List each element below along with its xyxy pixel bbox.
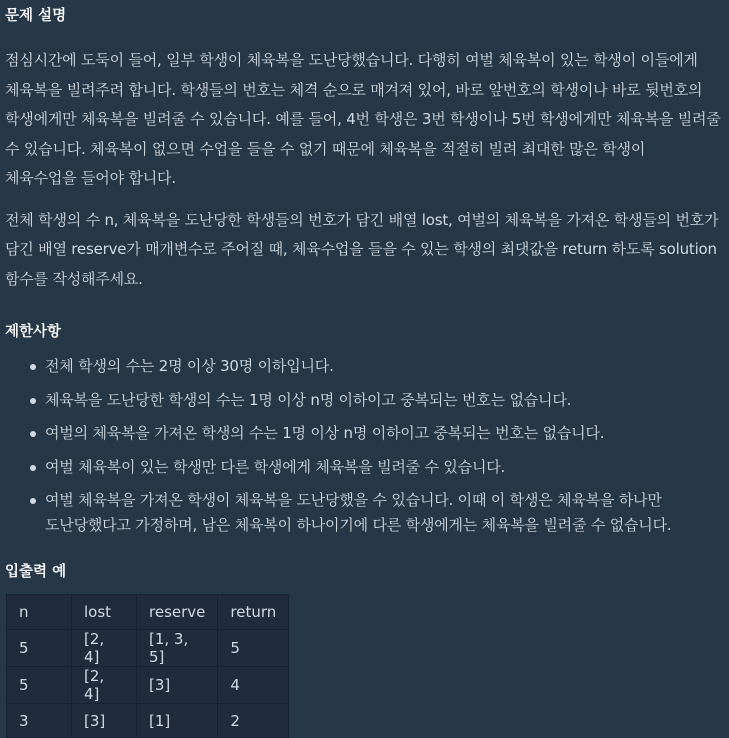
- cell-reserve: [3]: [137, 667, 218, 704]
- table-header-row: [7, 595, 289, 630]
- cell-lost: [2, 4]: [72, 630, 137, 667]
- cell-return: 2: [218, 704, 289, 738]
- constraint-item: [27, 388, 721, 413]
- constraint-item: [27, 421, 721, 446]
- constraint-text: 여벌의 체육복을 가져온 학생의 수는 1명 이상 n명 이하이고 중복되는 번호는 없습니다.: [45, 424, 605, 442]
- bullet-icon: [30, 465, 36, 471]
- header-lost: lost: [72, 595, 137, 630]
- description-paragraph-1: 점심시간에 도둑이 들어, 일부 학생이 체육복을 도난당했습니다. 다행히 여벌 체육복이 있는 학생이 이들에게 체육복을 빌려주려 합니다. 학생들의 번호는 체격 순으로 매겨져 있어, 바로 앞번호의 학생이나 바로 뒷번호의 학생에게만 체육복을 빌려줄 수 있습니다. 예를 들어, 4번 학생은 3번 학생이나 5번 학생에게만 체육복을 빌려줄 수 있습니다. 체육복이 없으면 수업을 들을 수 없기 때문에 체육복을 적절히 빌려 최대한 많은 학생이 체육수업을 들어야 합니다.: [5, 51, 721, 187]
- description-paragraph-2: 전체 학생의 수 n, 체육복을 도난당한 학생들의 번호가 담긴 배열 lost, 여벌의 체육복을 가져온 학생들의 번호가 담긴 배열 reserve가 매개변수로 주어질 때, 체육수업을 들을 수 있는 학생의 최댓값을 return 하도록 solution 함수를 작성해주세요.: [5, 210, 719, 288]
- cell-reserve: [1]: [137, 704, 218, 738]
- heading-constraints: 제한사항: [5, 324, 62, 340]
- constraints-list: [5, 354, 721, 538]
- table-row: [7, 704, 289, 738]
- cell-reserve: [1, 3, 5]: [137, 630, 218, 667]
- constraint-text: 여벌 체육복이 있는 학생만 다른 학생에게 체육복을 빌려줄 수 있습니다.: [45, 457, 506, 476]
- bullet-icon: [30, 364, 36, 370]
- bullet-icon: [30, 398, 36, 404]
- bullet-icon: [30, 498, 36, 504]
- constraint-item: [27, 354, 721, 379]
- constraint-item: [27, 488, 721, 538]
- header-n: n: [7, 595, 72, 630]
- bullet-icon: [30, 431, 36, 437]
- table-row: [7, 630, 289, 667]
- cell-return: 4: [218, 667, 289, 704]
- constraint-text: 여벌 체육복을 가져온 학생이 체육복을 도난당했을 수 있습니다. 이때 이 학생은 체육복을 하나만 도난당했다고 가정하며, 남은 체육복이 하나이기에 다른 학생에게는 체육복을 빌려줄 수 없습니다.: [45, 491, 672, 534]
- header-reserve: reserve: [137, 595, 218, 630]
- header-return: return: [218, 595, 289, 630]
- constraint-text: 전체 학생의 수는 2명 이상 30명 이하입니다.: [45, 357, 334, 375]
- examples-table: [6, 594, 289, 738]
- heading-description: 문제 설명: [5, 8, 67, 24]
- cell-lost: [3]: [72, 704, 137, 738]
- cell-n: 5: [7, 630, 72, 667]
- constraint-text: 체육복을 도난당한 학생의 수는 1명 이상 n명 이하이고 중복되는 번호는 없습니다.: [45, 390, 572, 409]
- cell-n: 3: [7, 704, 72, 738]
- table-row: [7, 667, 289, 704]
- constraint-item: [27, 455, 721, 480]
- heading-examples: 입출력 예: [5, 564, 67, 580]
- cell-n: 5: [7, 667, 72, 704]
- cell-return: 5: [218, 630, 289, 667]
- cell-lost: [2, 4]: [72, 667, 137, 704]
